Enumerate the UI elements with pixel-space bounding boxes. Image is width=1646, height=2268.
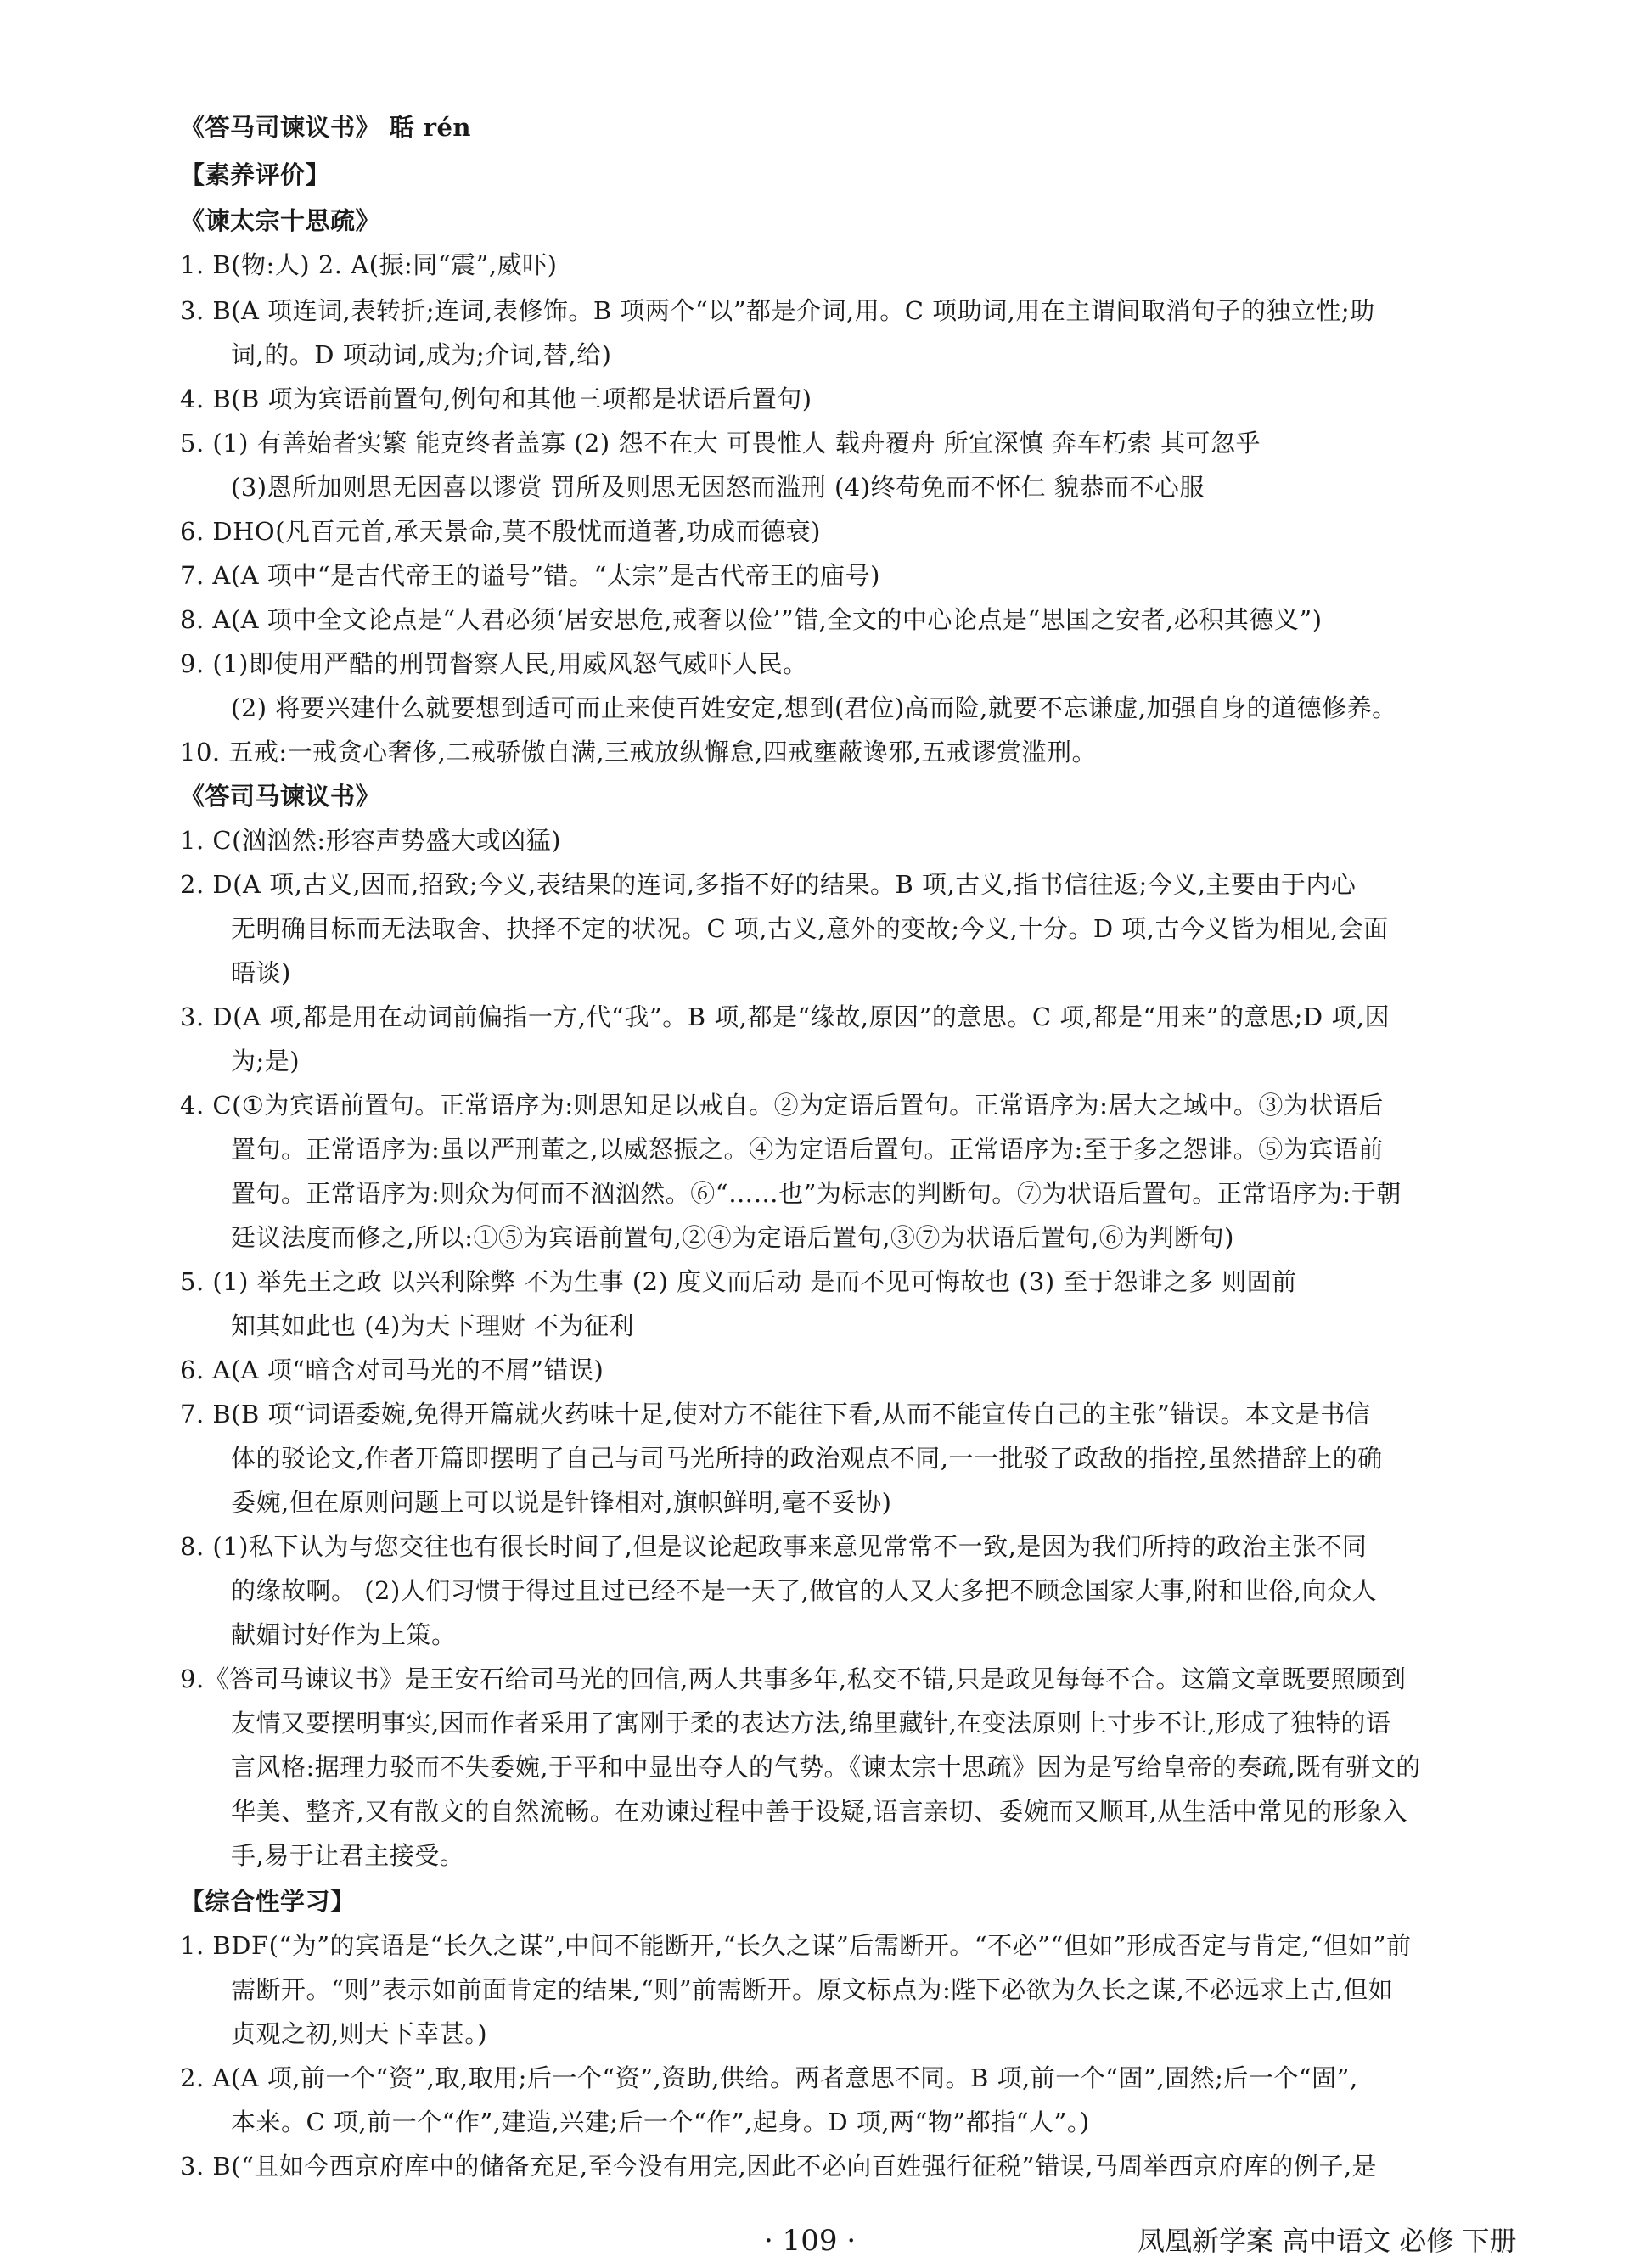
answer-line: 本来。C 项,前一个“作”,建造,兴建;后一个“作”,起身。D 项,两“物”都指“人”。) (231, 2108, 1090, 2136)
answer-line: 8. (1)私下认为与您交往也有很长时间了,但是议论起政事来意见常常不一致,是因为我们所持的政治主张不同 (180, 1532, 1368, 1561)
answer-line: 2. D(A 项,古义,因而,招致;今义,表结果的连词,多指不好的结果。B 项,古义,指书信往返;今义,主要由于内心 (180, 870, 1357, 899)
answer-line: (2) 将要兴建什么就要想到适可而止来使百姓安定,想到(君位)高而险,就要不忘谦虚,加强自身的道德修养。 (231, 693, 1397, 722)
answer-line: 晤谈) (231, 958, 291, 987)
answer-line: 6. A(A 项“暗含对司马光的不屑”错误) (180, 1356, 604, 1384)
answer-line: 4. B(B 项为宾语前置句,例句和其他三项都是状语后置句) (180, 385, 812, 413)
answer-line: 手,易于让君主接受。 (231, 1841, 465, 1870)
answer-line: 1. B(物:人) 2. A(振:同“震”,威吓) (180, 250, 558, 279)
answer-line: 1. BDF(“为”的宾语是“长久之谋”,中间不能断开,“长久之谋”后需断开。“不必”“但如”形成否定与肯定,“但如”前 (180, 1931, 1412, 1960)
answer-line: 3. D(A 项,都是用在动词前偏指一方,代“我”。B 项,都是“缘故,原因”的意思。C 项,都是“用来”的意思;D 项,因 (180, 1002, 1390, 1031)
section-heading: 【综合性学习】 (180, 1887, 356, 1916)
answer-line: 华美、整齐,又有散文的自然流畅。在劝谏过程中善于设疑,语言亲切、委婉而又顺耳,从生活中常见的形象入 (231, 1797, 1408, 1826)
answer-line: 9. (1)即使用严酷的刑罚督察人民,用威风怒气威吓人民。 (180, 649, 808, 678)
section-heading: 《答马司谏议书》 聒 rén (180, 113, 472, 142)
answer-line: 委婉,但在原则问题上可以说是针锋相对,旗帜鲜明,毫不妥协) (231, 1488, 892, 1517)
page-number: · 109 · (764, 2224, 857, 2258)
answer-line: 词,的。D 项动词,成为;介词,替,给) (231, 340, 612, 369)
answer-line: 献媚讨好作为上策。 (231, 1620, 457, 1649)
answer-line: 2. A(A 项,前一个“资”,取,取用;后一个“资”,资助,供给。两者意思不同。B 项,前一个“固”,固然;后一个“固”, (180, 2063, 1358, 2092)
answer-line: 3. B(A 项连词,表转折;连词,表修饰。B 项两个“以”都是介词,用。C 项助词,用在主谓间取消句子的独立性;助 (180, 296, 1375, 325)
answer-line: 3. B(“且如今西京府库中的储备充足,至今没有用完,因此不必向百姓强行征税”错误,马周举西京府库的例子,是 (180, 2152, 1378, 2181)
answer-line: 7. A(A 项中“是古代帝王的谥号”错。“太宗”是古代帝王的庙号) (180, 561, 880, 590)
answer-line: 言风格:据理力驳而不失委婉,于平和中显出夺人的气势。《谏太宗十思疏》因为是写给皇帝的奏疏,既有骈文的 (231, 1753, 1421, 1782)
answer-line: 贞观之初,则天下幸甚。) (231, 2019, 488, 2048)
section-heading: 【素养评价】 (180, 160, 331, 189)
answer-line: 置句。正常语序为:则众为何而不汹汹然。⑥“……也”为标志的判断句。⑦为状语后置句。正常语序为:于朝 (231, 1179, 1402, 1208)
answer-line: 体的驳论文,作者开篇即摆明了自己与司马光所持的政治观点不同,一一批驳了政敌的指控,虽然措辞上的确 (231, 1444, 1383, 1473)
answer-line: (3)恩所加则思无因喜以谬赏 罚所及则思无因怒而滥刑 (4)终苟免而不怀仁 貌恭而不心服 (231, 473, 1205, 502)
answer-line: 4. C(①为宾语前置句。正常语序为:则思知足以戒自。②为定语后置句。正常语序为:居大之域中。③为状语后 (180, 1091, 1384, 1120)
answer-line: 需断开。“则”表示如前面肯定的结果,“则”前需断开。原文标点为:陛下必欲为久长之谋,不必远求上古,但如 (231, 1975, 1394, 2004)
answer-line: 8. A(A 项中全文论点是“人君必须‘居安思危,戒奢以俭’”错,全文的中心论点是“思国之安者,必积其德义”) (180, 605, 1323, 634)
answer-line: 1. C(汹汹然:形容声势盛大或凶猛) (180, 826, 561, 855)
answer-line: 置句。正常语序为:虽以严刑董之,以威怒振之。④为定语后置句。正常语序为:至于多之怨诽。⑤为宾语前 (231, 1135, 1384, 1164)
answer-line: 的缘故啊。 (2)人们习惯于得过且过已经不是一天了,做官的人又大多把不顾念国家大事,附和世俗,向众人 (231, 1576, 1377, 1605)
answer-line: 10. 五戒:一戒贪心奢侈,二戒骄傲自满,三戒放纵懈怠,四戒壅蔽谗邪,五戒谬赏滥刑。 (180, 738, 1097, 766)
answer-line: 5. (1) 举先王之政 以兴利除弊 不为生事 (2) 度义而后动 是而不见可悔故也 (3) 至于怨诽之多 则固前 (180, 1267, 1297, 1296)
answer-line: 6. DHO(凡百元首,承天景命,莫不殷忧而道著,功成而德衰) (180, 517, 821, 546)
answer-line: 为;是) (231, 1047, 301, 1075)
answer-line: 友情又要摆明事实,因而作者采用了寓刚于柔的表达方法,绵里藏针,在变法原则上寸步不让,形成了独特的语 (231, 1709, 1391, 1737)
section-heading: 《答司马谏议书》 (180, 782, 381, 811)
book-title: 凤凰新学案 高中语文 必修 下册 (1138, 2225, 1517, 2257)
answer-line: 7. B(B 项“词语委婉,免得开篇就火药味十足,使对方不能往下看,从而不能宣传自己的主张”错误。本文是书信 (180, 1400, 1371, 1429)
section-heading: 《谏太宗十思疏》 (180, 206, 381, 235)
answer-line: 无明确目标而无法取舍、抉择不定的状况。C 项,古义,意外的变故;今义,十分。D 项,古今义皆为相见,会面 (231, 914, 1389, 943)
answer-line: 5. (1) 有善始者实繁 能克终者盖寡 (2) 怨不在大 可畏惟人 载舟覆舟 所宜深慎 奔车朽索 其可忽乎 (180, 429, 1261, 458)
answer-line: 廷议法度而修之,所以:①⑤为宾语前置句,②④为定语后置句,③⑦为状语后置句,⑥为判断句) (231, 1223, 1234, 1252)
answer-line: 9.《答司马谏议书》是王安石给司马光的回信,两人共事多年,私交不错,只是政见每每不合。这篇文章既要照顾到 (180, 1665, 1407, 1693)
answer-line: 知其如此也 (4)为天下理财 不为征利 (231, 1311, 635, 1340)
